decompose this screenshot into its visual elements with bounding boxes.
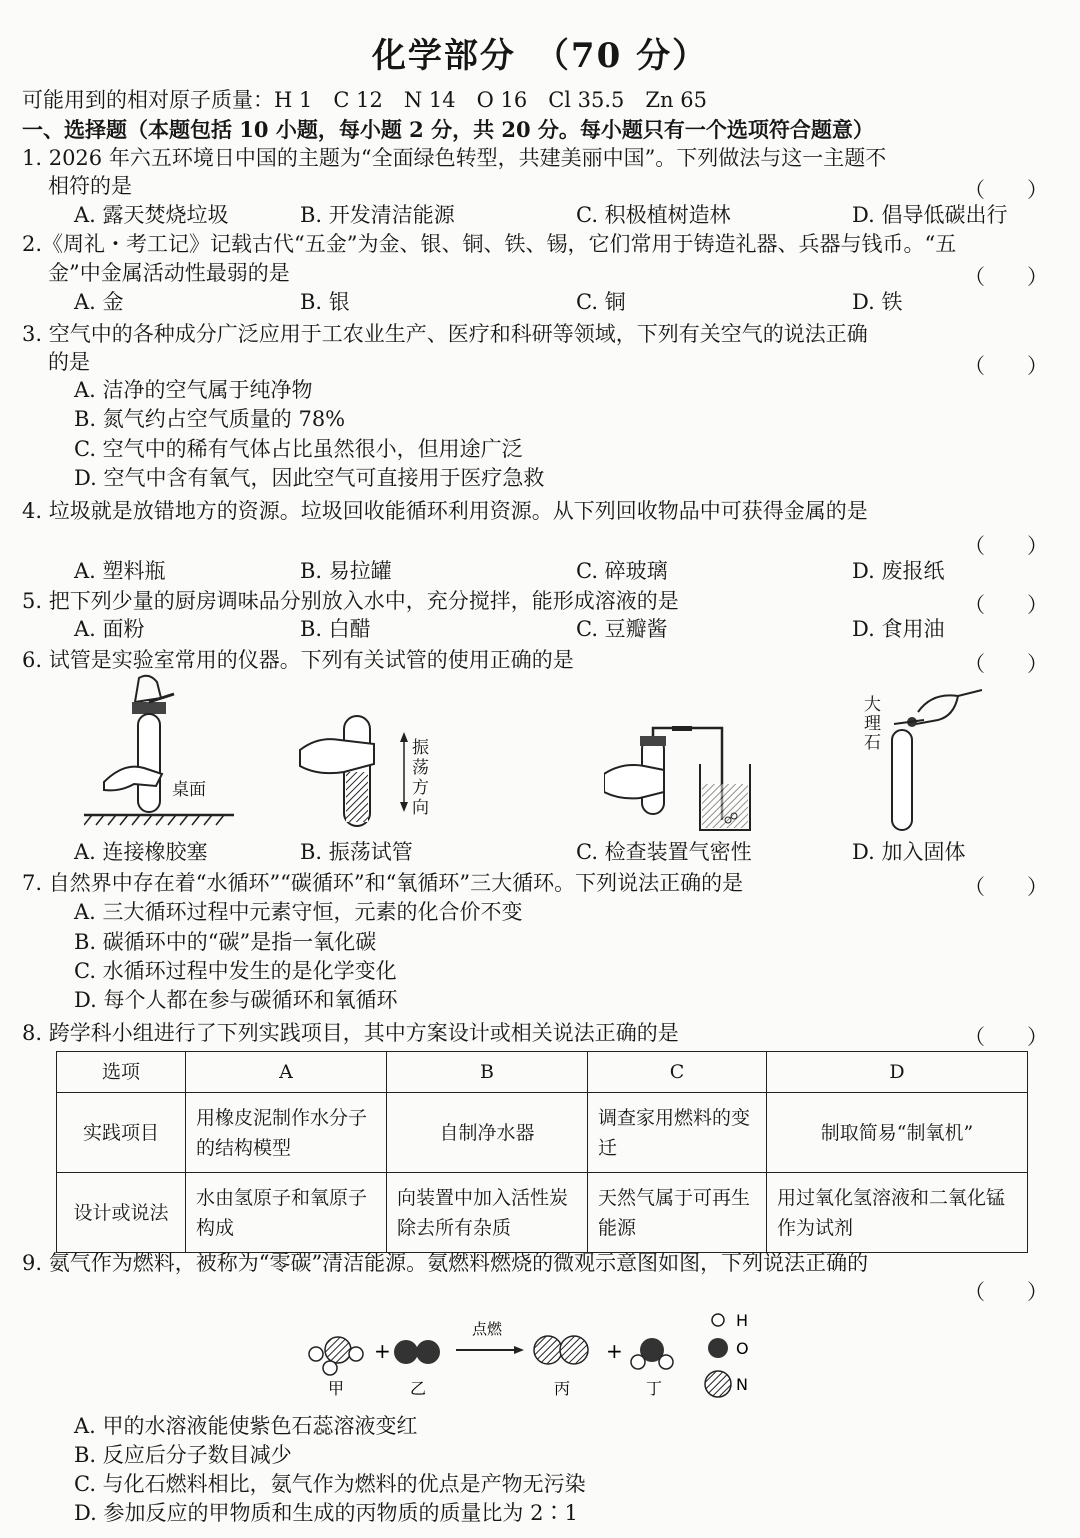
desk-label: 桌面	[172, 780, 206, 800]
figure-c-airtight-check	[604, 724, 754, 836]
q5-option-d: D. 食用油	[852, 617, 945, 641]
marble-char: 理	[864, 714, 881, 734]
legend-o: O	[736, 1339, 749, 1358]
q8-stem: 8. 跨学科小组进行了下列实践项目，其中方案设计或相关说法正确的是	[22, 1021, 679, 1045]
answer-blank: （ ）	[964, 1280, 1048, 1304]
atomic-masses: 可能用到的相对原子质量：H 1 C 12 N 14 O 16 Cl 35.5 Zn 65	[22, 88, 707, 112]
table-cell: 用橡皮泥制作水分子的结构模型	[186, 1093, 387, 1173]
answer-blank: （ ）	[964, 652, 1048, 676]
q7-option-a: A. 三大循环过程中元素守恒，元素的化合价不变	[74, 900, 523, 924]
marble-label	[864, 696, 884, 753]
q3-stem: 3. 空气中的各种成分广泛应用于工农业生产、医疗和科研等领域，下列有关空气的说法正确	[22, 322, 868, 346]
q6-option-a: A. 连接橡胶塞	[74, 840, 208, 864]
q2-option-d: D. 铁	[852, 290, 903, 314]
answer-blank: （ ）	[964, 875, 1048, 899]
plus-sign: +	[374, 1339, 391, 1363]
arrow-head	[514, 1346, 524, 1354]
q2-option-c: C. 铜	[576, 290, 626, 314]
legend	[705, 1311, 749, 1397]
q3-option-c: C. 空气中的稀有气体占比虽然很小，但用途广泛	[74, 437, 523, 461]
shake-char: 荡	[412, 758, 429, 778]
q9-option-c: C. 与化石燃料相比，氨气作为燃料的优点是产物无污染	[74, 1472, 586, 1496]
q2-option-b: B. 银	[300, 290, 350, 314]
q2-stem-cont: 金”中金属活动性最弱的是	[48, 261, 290, 285]
q4-option-c: C. 碎玻璃	[576, 559, 668, 583]
table-header-cell: D	[767, 1052, 1028, 1093]
q4-option-d: D. 废报纸	[852, 559, 945, 583]
figure-a-connect-stopper	[84, 672, 234, 832]
q1-option-d: D. 倡导低碳出行	[852, 203, 1008, 227]
table-header-cell: A	[186, 1052, 387, 1093]
table-header-cell: C	[588, 1052, 767, 1093]
table-row	[57, 1093, 1028, 1173]
reaction-diagram	[300, 1306, 770, 1402]
q1-stem: 1. 2026 年六五环境日中国的主题为“全面绿色转型，共建美丽中国”。下列做法与这一主题不	[22, 146, 887, 170]
plus-sign: +	[606, 1339, 623, 1363]
q6-stem: 6. 试管是实验室常用的仪器。下列有关试管的使用正确的是	[22, 648, 574, 672]
marble-char: 石	[864, 733, 881, 753]
q1-option-a: A. 露天焚烧垃圾	[74, 203, 229, 227]
legend-n: N	[736, 1375, 748, 1394]
table-cell: 制取简易“制氧机”	[767, 1093, 1028, 1173]
table-row	[57, 1173, 1028, 1253]
condition-label: 点燃	[472, 1320, 503, 1338]
q9-option-b: B. 反应后分子数目减少	[74, 1443, 292, 1467]
molecule-yi	[394, 1340, 440, 1364]
q7-option-d: D. 每个人都在参与碳循环和氧循环	[74, 988, 398, 1012]
label-yi: 乙	[410, 1379, 427, 1398]
table-cell: 天然气属于可再生能源	[588, 1173, 767, 1253]
table-header-cell: B	[387, 1052, 588, 1093]
legend-h: H	[736, 1311, 749, 1330]
q6-option-d: D. 加入固体	[852, 840, 966, 864]
q1-stem-cont: 相符的是	[48, 174, 132, 198]
table-cell: 向装置中加入活性炭除去所有杂质	[387, 1173, 588, 1253]
answer-blank: （ ）	[964, 265, 1048, 289]
section-heading: 一、选择题（本题包括 10 小题，每小题 2 分，共 20 分。每小题只有一个选项符合题意）	[22, 117, 874, 142]
q5-option-c: C. 豆瓣酱	[576, 617, 668, 641]
q6-option-c: C. 检查装置气密性	[576, 840, 752, 864]
q9-option-d: D. 参加反应的甲物质和生成的丙物质的质量比为 2∶1	[74, 1501, 578, 1525]
answer-blank: （ ）	[964, 593, 1048, 617]
q6-option-b: B. 振荡试管	[300, 840, 413, 864]
figure-d-add-solid	[884, 688, 984, 834]
q1-option-b: B. 开发清洁能源	[300, 203, 455, 227]
table-cell: 设计或说法	[57, 1173, 186, 1253]
q4-option-b: B. 易拉罐	[300, 559, 392, 583]
label-jia: 甲	[328, 1379, 345, 1398]
q3-option-b: B. 氮气约占空气质量的 78%	[74, 407, 346, 431]
molecule-bing	[534, 1336, 588, 1364]
q2-stem: 2.《周礼・考工记》记载古代“五金”为金、银、铜、铁、锡，它们常用于铸造礼器、兵器与钱币。“五	[22, 232, 957, 256]
q2-option-a: A. 金	[74, 290, 124, 314]
answer-blank: （ ）	[964, 534, 1048, 558]
q5-option-a: A. 面粉	[74, 617, 145, 641]
table-cell: 自制净水器	[387, 1093, 588, 1173]
q7-stem: 7. 自然界中存在着“水循环”“碳循环”和“氧循环”三大循环。下列说法正确的是	[22, 871, 744, 895]
table-cell: 用过氧化氢溶液和二氧化锰作为试剂	[767, 1173, 1028, 1253]
answer-blank: （ ）	[964, 1025, 1048, 1049]
table-cell: 调查家用燃料的变迁	[588, 1093, 767, 1173]
table-cell: 实践项目	[57, 1093, 186, 1173]
q4-option-a: A. 塑料瓶	[74, 559, 166, 583]
q5-stem: 5. 把下列少量的厨房调味品分别放入水中，充分搅拌，能形成溶液的是	[22, 589, 679, 613]
table-header-cell: 选项	[57, 1052, 186, 1093]
label-ding: 丁	[646, 1379, 663, 1398]
q5-option-b: B. 白醋	[300, 617, 371, 641]
molecule-jia	[309, 1337, 363, 1375]
label-bing: 丙	[554, 1379, 571, 1398]
table-header-row	[57, 1052, 1028, 1093]
q7-option-c: C. 水循环过程中发生的是化学变化	[74, 959, 397, 983]
answer-blank: （ ）	[964, 178, 1048, 202]
marble-char: 大	[864, 695, 881, 715]
shake-direction-label	[412, 738, 432, 818]
page-title: 化学部分 （70 分）	[371, 36, 709, 76]
molecule-ding	[631, 1338, 673, 1369]
figure-b-shake-tube	[298, 710, 408, 832]
shake-char: 振	[412, 738, 429, 758]
q3-stem-cont: 的是	[48, 350, 90, 374]
q9-stem: 9. 氨气作为燃料，被称为“零碳”清洁能源。氨燃料燃烧的微观示意图如图，下列说法正确的	[22, 1251, 869, 1275]
shake-char: 方	[412, 778, 429, 798]
table-cell: 水由氢原子和氧原子构成	[186, 1173, 387, 1253]
q1-option-c: C. 积极植树造林	[576, 203, 731, 227]
shake-char: 向	[412, 798, 429, 818]
q3-option-a: A. 洁净的空气属于纯净物	[74, 378, 313, 402]
q3-option-d: D. 空气中含有氧气，因此空气可直接用于医疗急救	[74, 466, 545, 490]
q8-table	[56, 1051, 1028, 1253]
q4-stem: 4. 垃圾就是放错地方的资源。垃圾回收能循环利用资源。从下列回收物品中可获得金属的是	[22, 499, 868, 523]
answer-blank: （ ）	[964, 354, 1048, 378]
q7-option-b: B. 碳循环中的“碳”是指一氧化碳	[74, 930, 377, 954]
q9-option-a: A. 甲的水溶液能使紫色石蕊溶液变红	[74, 1414, 418, 1438]
